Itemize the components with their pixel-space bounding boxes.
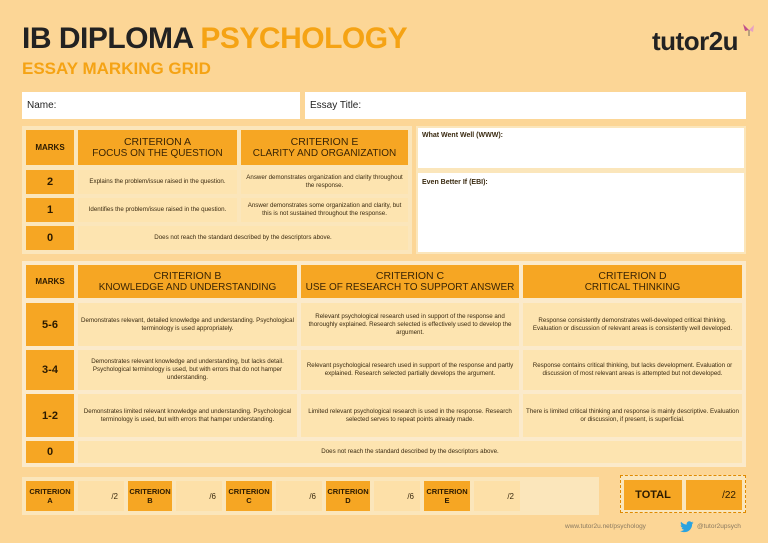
total-score-input[interactable] [686,480,742,510]
criterion-d-score-label-line1: CRITERION [327,487,369,496]
criterion-c-descriptor-1-2: Limited relevant psychological research is used in the response. Research selected serves to repeat points already made. [301,394,519,437]
criterion-a-subtitle: FOCUS ON THE QUESTION [92,147,223,159]
footer-website: www.tutor2u.net/psychology [565,523,646,530]
criterion-c-max: /6 [309,491,316,501]
criterion-e-score-label-line2: E [444,496,450,505]
criterion-d-title: CRITERION D [598,269,667,282]
page-subtitle: ESSAY MARKING GRID [22,59,211,78]
essay-title-label: Essay Title: [310,100,362,111]
page-title [22,24,407,54]
criterion-a-descriptor-2: Explains the problem/issue raised in the question. [78,170,237,194]
twitter-icon [680,521,694,533]
criterion-d-score-label [326,481,370,511]
grid2-mark-1-2: 1-2 [26,394,74,437]
www-field[interactable] [418,128,744,168]
criterion-e-descriptor-2: Answer demonstrates organization and clarity throughout the response. [241,170,408,194]
grid2-marks-header: MARKS [26,265,74,298]
criterion-e-score-input[interactable] [474,481,520,511]
tutor2u-logo: tutor2u [652,26,739,56]
criterion-b-title: CRITERION B [153,269,222,282]
grid2-zero-descriptor: Does not reach the standard described by the descriptors above. [78,441,742,463]
criterion-a-title: CRITERION A [123,135,192,148]
title-ib-diploma: IB DIPLOMA [22,22,193,55]
grid1-zero-descriptor: Does not reach the standard described by the descriptors above. [78,226,408,250]
criterion-b-score-input[interactable] [176,481,222,511]
criterion-b-subtitle: KNOWLEDGE AND UNDERSTANDING [98,281,277,293]
footer-twitter: @tutor2upsych [697,523,741,530]
grid1-mark-2: 2 [26,170,74,194]
criterion-d-score-input[interactable] [374,481,420,511]
title-psychology: PSYCHOLOGY [200,22,408,55]
criterion-d-descriptor-5-6: Response consistently demonstrates well-developed critical thinking. Evaluation or discussion of relevant areas is consistently well developed. [523,303,742,346]
ebi-field[interactable] [418,173,744,252]
criterion-c-score-label-line1: CRITERION [228,487,270,496]
ebi-label: Even Better If (EBI): [422,179,488,186]
criterion-e-header [241,130,408,165]
criterion-a-header [78,130,237,165]
essay-title-field[interactable] [305,92,746,119]
criterion-a-score-input[interactable] [78,481,124,511]
criterion-e-max: /2 [507,491,514,501]
criterion-a-score-label [26,481,74,511]
criterion-a-score-label-line2: A [47,496,53,505]
criterion-a-max: /2 [111,491,118,501]
criterion-c-subtitle: USE OF RESEARCH TO SUPPORT ANSWER [305,281,515,293]
criterion-e-subtitle: CLARITY AND ORGANIZATION [252,147,397,159]
grid1-mark-0: 0 [26,226,74,250]
criterion-b-score-label-line2: B [147,496,153,505]
total-label: TOTAL [624,480,682,510]
criterion-e-score-label [424,481,470,511]
criterion-c-descriptor-3-4: Relevant psychological research used in support of the response and partly explained. Research selected partially develops the argument. [301,350,519,390]
criterion-c-descriptor-5-6: Relevant psychological research used in support of the response and thoroughly explained. Research selected is effectively used to develop the argument. [301,303,519,346]
criterion-d-descriptor-1-2: There is limited critical thinking and response is mainly descriptive. Evaluation or discussion, if present, is superficial. [523,394,742,437]
criterion-c-title: CRITERION C [375,269,445,282]
criterion-d-max: /6 [407,491,414,501]
criterion-b-score-label [128,481,172,511]
criterion-b-descriptor-3-4: Demonstrates relevant knowledge and understanding, but lacks detail. Psychological terminology is used, but with errors that do not hamper understanding. [78,350,297,390]
grid1-marks-header: MARKS [26,130,74,165]
criterion-e-title: CRITERION E [290,135,359,148]
criterion-e-score-label-line1: CRITERION [426,487,468,496]
grid1-mark-1: 1 [26,198,74,222]
butterfly-icon [739,22,759,38]
criterion-e-descriptor-1: Answer demonstrates some organization and clarity, but this is not sustained throughout the response. [241,198,408,222]
criterion-b-max: /6 [209,491,216,501]
criterion-c-score-input[interactable] [276,481,322,511]
criterion-d-subtitle: CRITICAL THINKING [584,281,681,293]
total-max: /22 [722,489,736,501]
criterion-b-score-label-line1: CRITERION [129,487,171,496]
criterion-b-descriptor-5-6: Demonstrates relevant, detailed knowledge and understanding. Psychological terminology is used appropriately. [78,303,297,346]
criterion-c-score-label [226,481,272,511]
name-label: Name: [27,100,57,111]
criterion-a-descriptor-1: Identifies the problem/issue raised in the question. [78,198,237,222]
www-label: What Went Well (WWW): [422,132,503,139]
criterion-b-header [78,265,297,298]
criterion-d-header [523,265,742,298]
grid2-mark-3-4: 3-4 [26,350,74,390]
criterion-d-descriptor-3-4: Response contains critical thinking, but lacks development. Evaluation or discussion of most relevant areas is attempted but not developed. [523,350,742,390]
criterion-c-header [301,265,519,298]
grid2-mark-5-6: 5-6 [26,303,74,346]
grid2-mark-0: 0 [26,441,74,463]
criterion-c-score-label-line2: C [246,496,252,505]
criterion-d-score-label-line2: D [345,496,351,505]
criterion-a-score-label-line1: CRITERION [29,487,71,496]
name-field[interactable] [22,92,300,119]
criterion-b-descriptor-1-2: Demonstrates limited relevant knowledge and understanding. Psychological terminology is used, but with errors that hamper understanding. [78,394,297,437]
